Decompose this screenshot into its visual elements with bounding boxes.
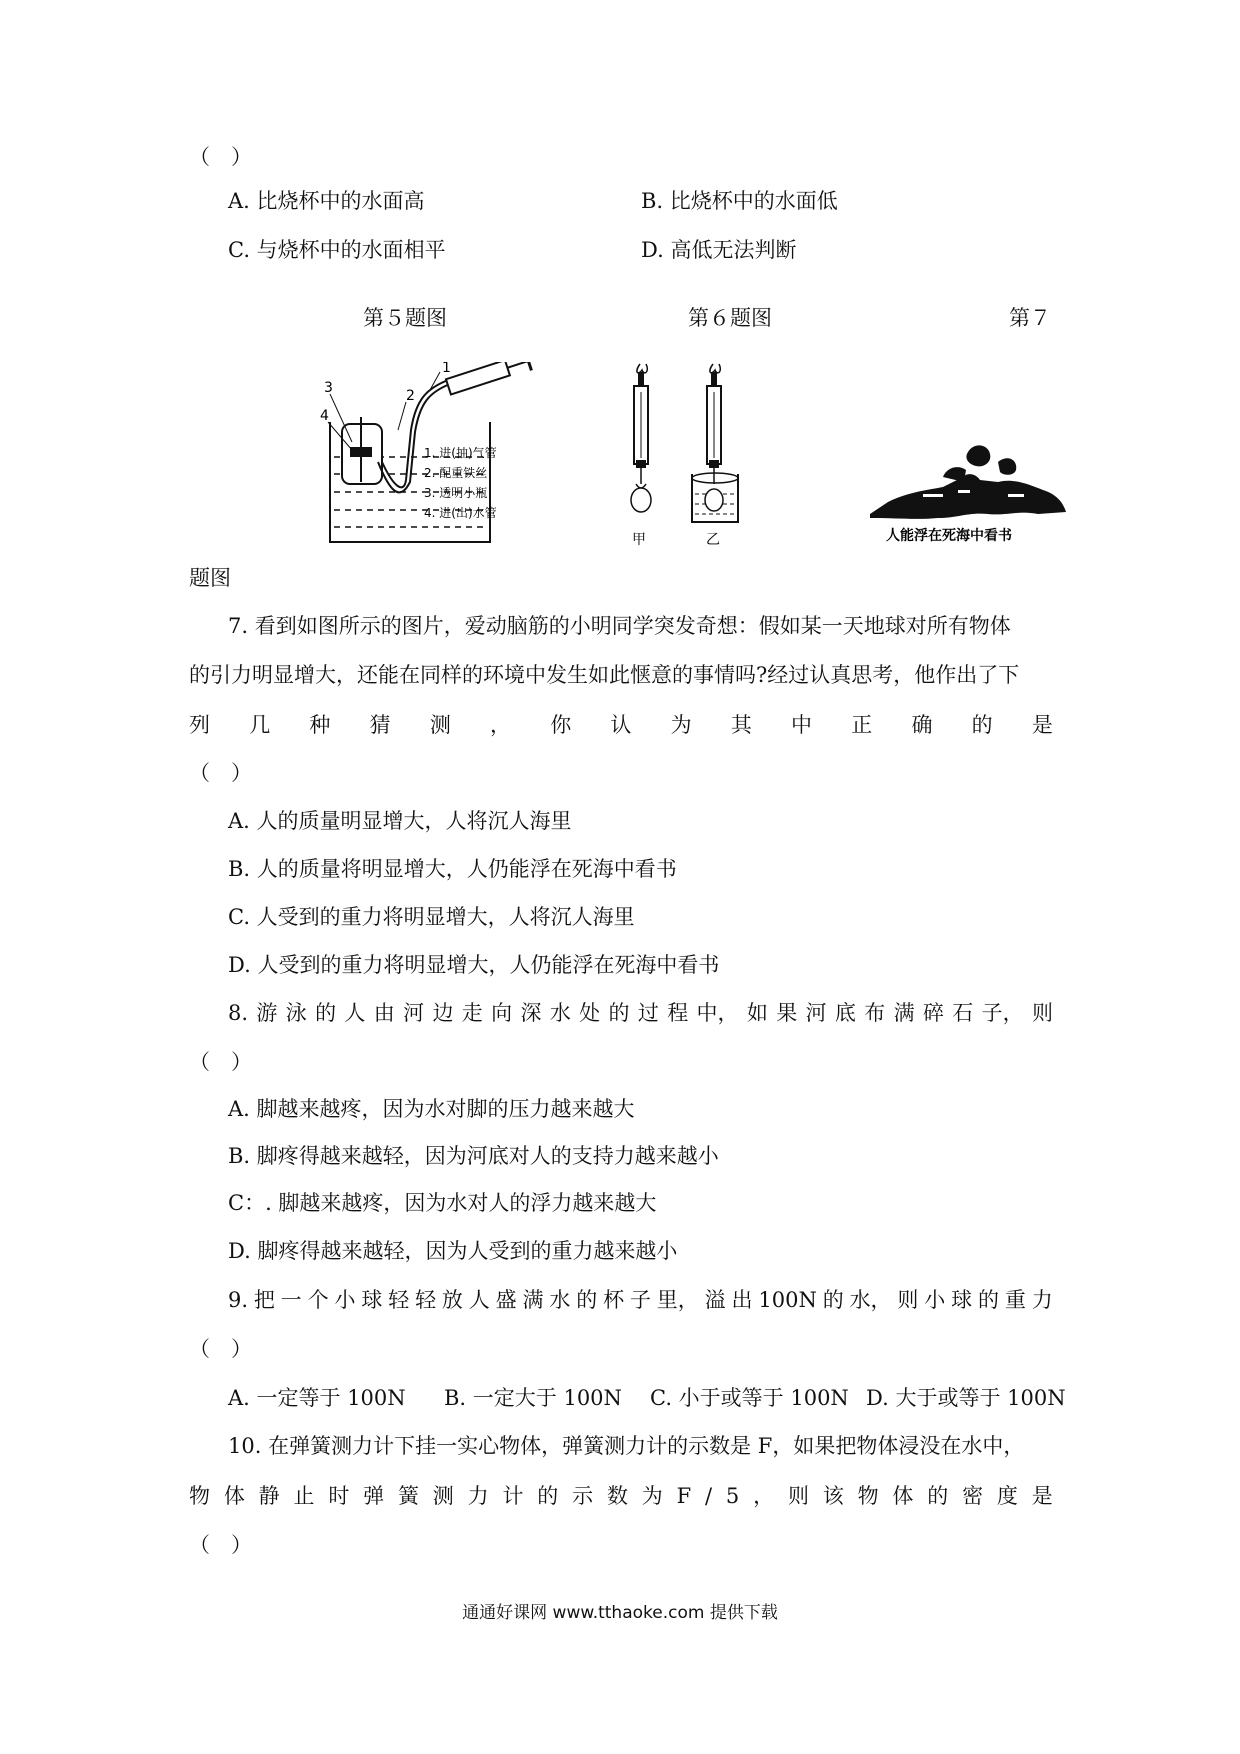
q10-l2-char: 则	[787, 1484, 809, 1508]
q8-l1-char: 向	[491, 1001, 513, 1025]
q10-l2-char: 的	[927, 1484, 949, 1508]
fig6-scale-jia	[631, 364, 651, 512]
q6-option-a: A. 比烧杯中的水面高	[228, 189, 425, 213]
fig5-legend-2: 2. 配重铁丝	[424, 466, 488, 480]
q8-bracket: （ ）	[189, 1050, 252, 1074]
q9-bracket: （ ）	[189, 1337, 252, 1361]
fig6-label-jia: 甲	[632, 532, 646, 547]
q7-l3-char: 猜	[369, 713, 391, 737]
q7-l3-char: 列	[189, 713, 210, 737]
q8-l1-char: 石	[952, 1001, 974, 1025]
q10-l2-char: 计	[502, 1484, 524, 1508]
q6-option-b: B. 比烧杯中的水面低	[641, 189, 838, 213]
fig7-photo	[868, 432, 1068, 547]
q8-l1-char: 泳	[285, 1001, 307, 1025]
q7-l3-char: 认	[610, 713, 632, 737]
q9-l1-char: 则	[897, 1288, 919, 1312]
q10-l2-char: 弹	[363, 1484, 385, 1508]
q9-l1-char: 盛	[495, 1288, 517, 1312]
q7-option-a: A. 人的质量明显增大，人将沉人海里	[228, 809, 572, 833]
q9-l1-char: 溢	[704, 1288, 726, 1312]
q7-line2: 的引力明显增大，还能在同样的环境中发生如此惬意的事情吗?经过认真思考，他作出了下	[189, 663, 1020, 687]
q9-l1-char: 放	[441, 1288, 463, 1312]
q10-l2-char: 力	[467, 1484, 489, 1508]
q8-l1-char: 8.	[228, 1001, 249, 1025]
fig7-photo-caption: 人能浮在死海中看书	[886, 528, 1012, 544]
q9-option-a: A. 一定等于 100N	[228, 1386, 406, 1410]
q7-option-c: C. 人受到的重力将明显增大，人将沉人海里	[228, 905, 635, 929]
q9-l1-char: 的	[576, 1288, 598, 1312]
q7-l3-char: 其	[730, 713, 752, 737]
q10-l2-char: /	[705, 1484, 713, 1508]
fig5-legend-3: 3. 透明小瓶	[424, 486, 488, 500]
fig5-label-3: 3	[324, 380, 333, 396]
q10-l2-char: 示	[572, 1484, 594, 1508]
q10-line2	[189, 1481, 1053, 1511]
q6-option-d: D. 高低无法判断	[641, 238, 797, 262]
q9-l1-char: 9.	[228, 1288, 249, 1312]
q8-l1-char: 中，	[696, 1001, 739, 1025]
q9-l1-char: 的	[822, 1288, 844, 1312]
fig7-caption-part2: 题图	[189, 566, 231, 590]
q7-line3	[189, 710, 1053, 740]
fig5-legend-1: 1. 进(抽)气管	[424, 446, 497, 460]
q10-l2-char: 体	[223, 1484, 245, 1508]
q8-l1-char: 的	[608, 1001, 630, 1025]
q9-l1-char: 杯	[603, 1288, 625, 1312]
q9-l1-char: 100N	[758, 1288, 817, 1312]
q10-l2-char: 簧	[397, 1484, 419, 1508]
q6-bracket: （ ）	[189, 145, 252, 169]
q8-l1-char: 边	[432, 1001, 454, 1025]
q8-l1-char: 碎	[922, 1001, 944, 1025]
q6-option-c: C. 与烧杯中的水面相平	[228, 238, 446, 262]
q7-line1: 7. 看到如图所示的图片，爱动脑筋的小明同学突发奇想：假如某一天地球对所有物体	[228, 614, 1011, 638]
q8-l1-char: 过	[637, 1001, 659, 1025]
q9-option-b: B. 一定大于 100N	[444, 1386, 622, 1410]
q10-l2-char: 5	[725, 1484, 740, 1508]
q10-l2-char: 静	[258, 1484, 280, 1508]
q8-l1-char: 布	[864, 1001, 886, 1025]
q7-l3-char: 为	[670, 713, 692, 737]
q9-l1-char: 球	[951, 1288, 973, 1312]
q9-l1-char: 力	[1031, 1288, 1053, 1312]
q9-l1-char: 个	[307, 1288, 329, 1312]
q8-l1-char: 走	[461, 1001, 483, 1025]
q7-option-b: B. 人的质量将明显增大，人仍能浮在死海中看书	[228, 857, 677, 881]
fig6-caption: 第６题图	[688, 306, 772, 330]
q7-l3-char: 中	[791, 713, 813, 737]
q7-l3-char: 测	[429, 713, 451, 737]
q7-l3-char: 几	[249, 713, 271, 737]
fig7-caption-part1: 第７	[1009, 306, 1051, 330]
q7-bracket: （ ）	[189, 761, 252, 785]
q8-line1	[228, 998, 1053, 1028]
q10-l2-char: 体	[892, 1484, 914, 1508]
q10-l2-char: 密	[962, 1484, 984, 1508]
q10-l2-char: 该	[822, 1484, 844, 1508]
q10-l2-char: 物	[189, 1484, 210, 1508]
q10-bracket: （ ）	[189, 1533, 252, 1557]
fig5-label-4: 4	[320, 408, 329, 424]
q10-l2-char: 测	[432, 1484, 454, 1508]
q8-l1-char: 游	[256, 1001, 278, 1025]
q8-option-b: B. 脚疼得越来越轻，因为河底对人的支持力越来越小	[228, 1144, 719, 1168]
q9-option-d: D. 大于或等于 100N	[866, 1386, 1066, 1410]
q9-l1-char: 小	[924, 1288, 946, 1312]
q8-l1-char: 则	[1031, 1001, 1053, 1025]
q7-l3-char: 正	[851, 713, 873, 737]
q8-l1-char: 子，	[981, 1001, 1024, 1025]
q10-l2-char: ，	[753, 1484, 775, 1508]
q8-l1-char: 人	[344, 1001, 366, 1025]
q8-l1-char: 水	[549, 1001, 571, 1025]
q9-l1-char: 重	[1004, 1288, 1026, 1312]
q8-l1-char: 河	[403, 1001, 425, 1025]
q8-l1-char: 深	[520, 1001, 542, 1025]
q8-option-d: D. 脚疼得越来越轻，因为人受到的重力越来越小	[228, 1239, 678, 1263]
q9-l1-char: 水，	[849, 1288, 892, 1312]
q8-l1-char: 如	[746, 1001, 768, 1025]
q8-option-c: C：. 脚越来越疼，因为水对人的浮力越来越大	[228, 1191, 657, 1215]
q9-l1-char: 一	[280, 1288, 302, 1312]
q10-l2-char: 止	[293, 1484, 315, 1508]
q9-l1-char: 的	[978, 1288, 999, 1312]
q10-l2-char: F	[676, 1484, 692, 1508]
q8-l1-char: 河	[805, 1001, 827, 1025]
q9-l1-char: 轻	[388, 1288, 410, 1312]
q8-l1-char: 果	[776, 1001, 798, 1025]
fig5-label-1: 1	[442, 362, 451, 376]
q10-l2-char: 的	[537, 1484, 559, 1508]
q8-l1-char: 底	[834, 1001, 856, 1025]
q10-l2-char: 数	[606, 1484, 628, 1508]
q9-line1	[228, 1285, 1053, 1315]
q10-l2-char: 度	[996, 1484, 1018, 1508]
q7-option-d: D. 人受到的重力将明显增大，人仍能浮在死海中看书	[228, 953, 720, 977]
fig6-scale-yi	[692, 364, 738, 522]
q7-l3-char: 是	[1031, 713, 1053, 737]
q8-l1-char: 的	[315, 1001, 337, 1025]
q10-l2-char: 为	[641, 1484, 663, 1508]
q10-l2-char: 时	[328, 1484, 350, 1508]
q9-l1-char: 满	[522, 1288, 544, 1312]
page-footer: 通通好课网 www.tthaoke.com 提供下载	[462, 1603, 778, 1623]
q9-l1-char: 人	[468, 1288, 490, 1312]
q8-l1-char: 程	[667, 1001, 689, 1025]
q9-l1-char: 轻	[415, 1288, 437, 1312]
fig5-label-2: 2	[406, 388, 415, 404]
q8-l1-char: 处	[579, 1001, 601, 1025]
fig6-diagram	[610, 362, 760, 547]
q9-l1-char: 水	[549, 1288, 571, 1312]
q9-l1-char: 把	[253, 1288, 275, 1312]
q7-l3-char: ，	[490, 713, 512, 737]
fig6-label-yi: 乙	[706, 532, 720, 547]
q8-l1-char: 由	[373, 1001, 395, 1025]
q9-l1-char: 球	[361, 1288, 383, 1312]
q7-l3-char: 你	[550, 713, 572, 737]
fig5-legend-4: 4. 进(出)水管	[424, 506, 497, 520]
q8-l1-char: 满	[893, 1001, 915, 1025]
q8-option-a: A. 脚越来越疼，因为水对脚的压力越来越大	[228, 1097, 635, 1121]
q9-l1-char: 出	[731, 1288, 753, 1312]
q9-l1-char: 小	[334, 1288, 356, 1312]
fig5-caption: 第５题图	[363, 306, 447, 330]
q7-l3-char: 确	[911, 713, 933, 737]
q7-l3-char: 种	[309, 713, 331, 737]
q9-l1-char: 子	[629, 1288, 651, 1312]
q9-l1-char: 里，	[656, 1288, 699, 1312]
fig5-diagram	[320, 362, 600, 552]
q10-line1: 10. 在弹簧测力计下挂一实心物体，弹簧测力计的示数是 F，如果把物体浸没在水中，	[228, 1434, 1025, 1458]
q10-l2-char: 物	[857, 1484, 879, 1508]
q7-l3-char: 的	[971, 713, 993, 737]
q10-l2-char: 是	[1031, 1484, 1053, 1508]
q9-option-c: C. 小于或等于 100N	[650, 1386, 849, 1410]
